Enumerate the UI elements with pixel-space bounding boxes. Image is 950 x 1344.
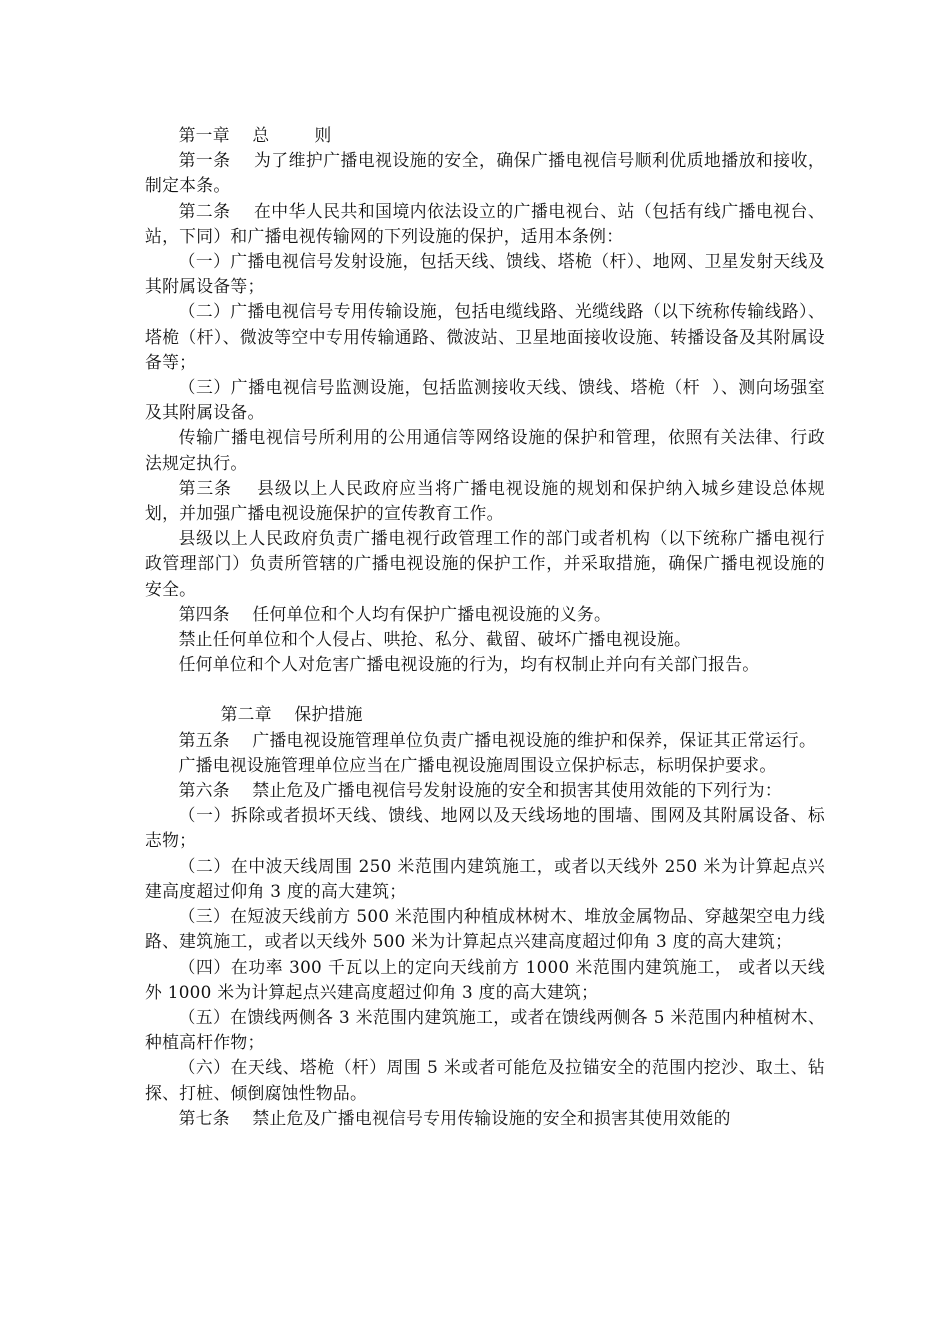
chapter-2-title: 第二章 保护措施 xyxy=(220,704,363,725)
article-4-clause-2: 任何单位和个人对危害广播电视设施的行为，均有权制止并向有关部门报告。 xyxy=(178,654,760,675)
article-3: 第三条 县级以上人民政府应当将广播电视设施的规划和保护纳入城乡建设总体规划，并加强广播电视设施保护的宣传教育工作。 xyxy=(145,477,825,524)
article-2-item-1: （一）广播电视信号发射设施，包括天线、馈线、塔桅（杆）、地网、卫星发射天线及其附属设备等； xyxy=(145,251,825,297)
article-5: 第五条 广播电视设施管理单位负责广播电视设施的维护和保养，保证其正常运行。 xyxy=(178,729,817,750)
chapter-gap xyxy=(145,677,825,702)
article-2-item-2: （二）广播电视信号专用传输设施，包括电缆线路、光缆线路（以下统称传输线路）、塔桅（杆）、微波等空中专用传输通路、微波站、卫星地面接收设施、转播设备及其附属设备等； xyxy=(145,301,825,372)
document-body xyxy=(145,123,825,1131)
article-1: 第一条 为了维护广播电视设施的安全，确保广播电视信号顺利优质地播放和接收，制定本条。 xyxy=(145,150,825,196)
article-4: 第四条 任何单位和个人均有保护广播电视设施的义务。 xyxy=(178,603,612,624)
article-7: 第七条 禁止危及广播电视信号专用传输设施的安全和损害其使用效能的 xyxy=(178,1107,731,1128)
chapter-1-title: 第一章 总 则 xyxy=(178,125,332,145)
article-4-clause-1: 禁止任何单位和个人侵占、哄抢、私分、截留、破坏广播电视设施。 xyxy=(178,629,692,650)
article-2-item-3: （三）广播电视信号监测设施，包括监测接收天线、馈线、塔桅（杆 ）、测向场强室及其附属设备。 xyxy=(145,377,825,423)
article-6-item-4: （四）在功率 300 千瓦以上的定向天线前方 1000 米范围内建筑施工， 或者以天线外 1000 米为计算起点兴建高度超过仰角 3 度的高大建筑； xyxy=(145,956,825,1002)
article-6: 第六条 禁止危及广播电视信号发射设施的安全和损害其使用效能的下列行为： xyxy=(178,780,782,801)
article-2-clause: 传输广播电视信号所利用的公用通信等网络设施的保护和管理，依照有关法律、行政法规定执行。 xyxy=(145,427,825,473)
article-5-clause: 广播电视设施管理单位应当在广播电视设施周围设立保护标志，标明保护要求。 xyxy=(178,754,777,775)
article-6-item-5: （五）在馈线两侧各 3 米范围内建筑施工，或者在馈线两侧各 5 米范围内种植树木、种植高杆作物； xyxy=(145,1006,825,1053)
article-6-item-3: （三）在短波天线前方 500 米范围内种植成林树木、堆放金属物品、穿越架空电力线路、建筑施工，或者以天线外 500 米为计算起点兴建高度超过仰角 3 度的高大建筑； xyxy=(145,906,825,952)
article-6-item-1: （一）拆除或者损坏天线、馈线、地网以及天线场地的围墙、围网及其附属设备、标志物； xyxy=(145,805,825,851)
article-6-item-6: （六）在天线、塔桅（杆）周围 5 米或者可能危及拉锚安全的范围内挖沙、取土、钻探、打桩、倾倒腐蚀性物品。 xyxy=(145,1057,825,1103)
article-3-clause: 县级以上人民政府负责广播电视行政管理工作的部门或者机构（以下统称广播电视行政管理部门）负责所管辖的广播电视设施的保护工作，并采取措施，确保广播电视设施的安全。 xyxy=(145,528,825,599)
article-6-item-2: （二）在中波天线周围 250 米范围内建筑施工，或者以天线外 250 米为计算起点兴建高度超过仰角 3 度的高大建筑； xyxy=(145,855,825,901)
article-2: 第二条 在中华人民共和国境内依法设立的广播电视台、站（包括有线广播电视台、站，下同）和广播电视传输网的下列设施的保护，适用本条例： xyxy=(145,200,825,246)
